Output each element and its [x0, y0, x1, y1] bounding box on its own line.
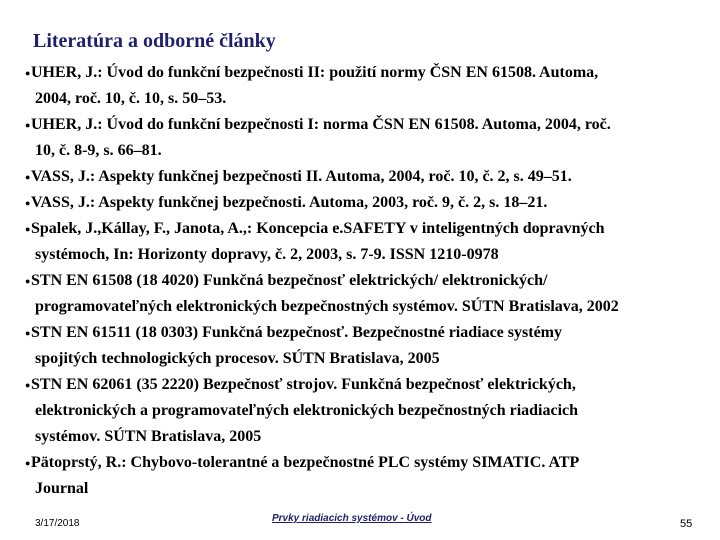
- reference-text-line: systémov. SÚTN Bratislava, 2005: [35, 428, 262, 445]
- reference-item: [0, 216, 720, 268]
- reference-text-line: STN EN 61508 (18 4020) Funkčná bezpečnosť elektrických/ elektronických/: [31, 272, 548, 289]
- reference-text-line: elektronických a programovateľných elektronických bezpečnostných riadiacich: [35, 402, 579, 419]
- page-number: 55: [680, 518, 693, 530]
- reference-text-line: systémoch, In: Horizonty dopravy, č. 2, 2003, s. 7-9. ISSN 1210-0978: [35, 246, 499, 263]
- bullet-icon: ●: [25, 68, 31, 78]
- bullet-icon: ●: [25, 458, 31, 468]
- reference-item: [0, 190, 720, 216]
- bullet-icon: ●: [25, 224, 31, 234]
- reference-text-line: UHER, J.: Úvod do funkční bezpečnosti I: norma ČSN EN 61508. Automa, 2004, roč.: [31, 116, 611, 133]
- bullet-icon: ●: [25, 380, 31, 390]
- reference-text-line: Spalek, J.,Kállay, F., Janota, A.,: Koncepcia e.SAFETY v inteligentných dopravných: [31, 220, 605, 237]
- footer-date: 3/17/2018: [35, 518, 80, 529]
- bullet-icon: ●: [25, 120, 31, 130]
- footer-presentation-title: Prvky riadiacich systémov - Úvod: [272, 513, 432, 524]
- reference-text-line: spojitých technologických procesov. SÚTN Bratislava, 2005: [35, 350, 440, 367]
- reference-text-line: Journal: [35, 480, 89, 497]
- slide-title: Literatúra a odborné články: [33, 30, 276, 52]
- bullet-icon: ●: [25, 276, 31, 286]
- reference-text-line: 2004, roč. 10, č. 10, s. 50–53.: [35, 90, 227, 107]
- reference-item: [0, 268, 720, 320]
- reference-item: [0, 60, 720, 112]
- reference-text-line: STN EN 62061 (35 2220) Bezpečnosť strojov. Funkčná bezpečnosť elektrických,: [31, 376, 576, 393]
- bullet-icon: ●: [25, 172, 31, 182]
- bullet-icon: ●: [25, 198, 31, 208]
- reference-text-line: programovateľných elektronických bezpečnostných systémov. SÚTN Bratislava, 2002: [35, 298, 619, 315]
- reference-text-line: Pätoprstý, R.: Chybovo-tolerantné a bezpečnostné PLC systémy SIMATIC. ATP: [31, 454, 580, 471]
- bullet-icon: ●: [25, 328, 31, 338]
- reference-item: [0, 372, 720, 450]
- reference-text-line: VASS, J.: Aspekty funkčnej bezpečnosti. Automa, 2003, roč. 9, č. 2, s. 18–21.: [31, 194, 548, 211]
- reference-item: [0, 450, 720, 502]
- reference-text-line: VASS, J.: Aspekty funkčnej bezpečnosti II. Automa, 2004, roč. 10, č. 2, s. 49–51.: [31, 168, 572, 185]
- reference-text-line: STN EN 61511 (18 0303) Funkčná bezpečnosť. Bezpečnostné riadiace systémy: [31, 324, 562, 341]
- reference-text-line: UHER, J.: Úvod do funkční bezpečnosti II: použití normy ČSN EN 61508. Automa,: [31, 64, 599, 81]
- reference-item: [0, 112, 720, 164]
- reference-item: [0, 164, 720, 190]
- reference-item: [0, 320, 720, 372]
- reference-list: [0, 60, 720, 502]
- reference-text-line: 10, č. 8-9, s. 66–81.: [35, 142, 162, 159]
